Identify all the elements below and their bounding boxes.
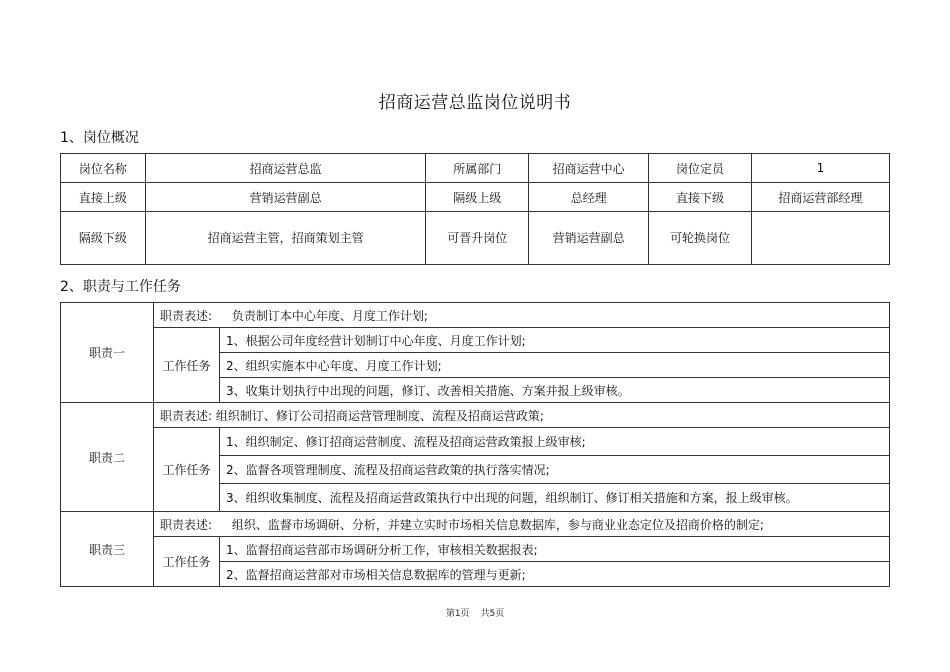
table-cell: 招商运营部经理	[751, 183, 889, 212]
table-cell: 可晋升岗位	[426, 212, 529, 265]
table-cell: 营销运营副总	[528, 212, 648, 265]
table-cell: 岗位定员	[649, 154, 752, 183]
task-row	[61, 328, 890, 353]
duty-description	[154, 512, 890, 537]
task-item: 3、组织收集制度、流程及招商运营政策执行中出现的问题，组织制订、修订相关措施和方案，报上级审核。	[220, 484, 890, 512]
table-cell: 直接下级	[649, 183, 752, 212]
table-row	[61, 212, 890, 265]
task-item: 1、组织制定、修订招商运营制度、流程及招商运营政策报上级审核;	[220, 428, 890, 456]
duty-description	[154, 303, 890, 328]
duty-description-label: 职责表述:	[160, 408, 213, 423]
overview-table	[60, 153, 890, 265]
task-item: 2、监督各项管理制度、流程及招商运营政策的执行落实情况;	[220, 456, 890, 484]
duty-description-text: 组织制订、修订公司招商运营管理制度、流程及招商运营政策;	[215, 408, 544, 423]
duty-name: 职责三	[61, 512, 154, 587]
table-cell: 1	[751, 154, 889, 183]
duty-description-label: 职责表述:	[160, 308, 213, 323]
table-cell: 可轮换岗位	[649, 212, 752, 265]
table-row	[61, 154, 890, 183]
document-title: 招商运营总监岗位说明书	[378, 93, 572, 113]
duty-description-label: 职责表述:	[160, 517, 213, 532]
table-cell: 岗位名称	[61, 154, 146, 183]
duty-row	[61, 303, 890, 328]
duty-description-text: 组织、监督市场调研、分析，并建立实时市场相关信息数据库，参与商业业态定位及招商价格的制定;	[231, 517, 764, 532]
page-total: 共5页	[480, 609, 505, 619]
table-cell: 所属部门	[426, 154, 529, 183]
task-item: 1、监督招商运营部市场调研分析工作，审核相关数据报表;	[220, 537, 890, 562]
table-cell: 招商运营总监	[145, 154, 426, 183]
duty-row	[61, 512, 890, 537]
table-cell: 总经理	[528, 183, 648, 212]
task-item: 2、组织实施本中心年度、月度工作计划;	[220, 353, 890, 378]
table-cell: 隔级下级	[61, 212, 146, 265]
duty-name: 职责二	[61, 403, 154, 512]
duty-description	[154, 403, 890, 428]
task-label: 工作任务	[154, 328, 220, 403]
duty-name: 职责一	[61, 303, 154, 403]
section-heading-overview: 1、岗位概况	[60, 130, 139, 146]
table-cell: 直接上级	[61, 183, 146, 212]
table-cell: 招商运营主管，招商策划主管	[145, 212, 426, 265]
page-number: 第1页	[445, 609, 470, 619]
task-row	[61, 428, 890, 456]
duties-table	[60, 302, 890, 587]
table-cell: 营销运营副总	[145, 183, 426, 212]
table-cell: 招商运营中心	[528, 154, 648, 183]
table-row	[61, 183, 890, 212]
table-cell	[751, 212, 889, 265]
task-label: 工作任务	[154, 428, 220, 512]
duty-description-text: 负责制订本中心年度、月度工作计划;	[231, 308, 428, 323]
task-label: 工作任务	[154, 537, 220, 587]
task-item: 3、收集计划执行中出现的问题，修订、改善相关措施、方案并报上级审核。	[220, 378, 890, 403]
page-footer	[0, 606, 950, 619]
section-heading-duties: 2、职责与工作任务	[60, 279, 181, 295]
table-cell: 隔级上级	[426, 183, 529, 212]
task-item: 1、根据公司年度经营计划制订中心年度、月度工作计划;	[220, 328, 890, 353]
duty-row	[61, 403, 890, 428]
task-item: 2、监督招商运营部对市场相关信息数据库的管理与更新;	[220, 562, 890, 587]
task-row	[61, 537, 890, 562]
